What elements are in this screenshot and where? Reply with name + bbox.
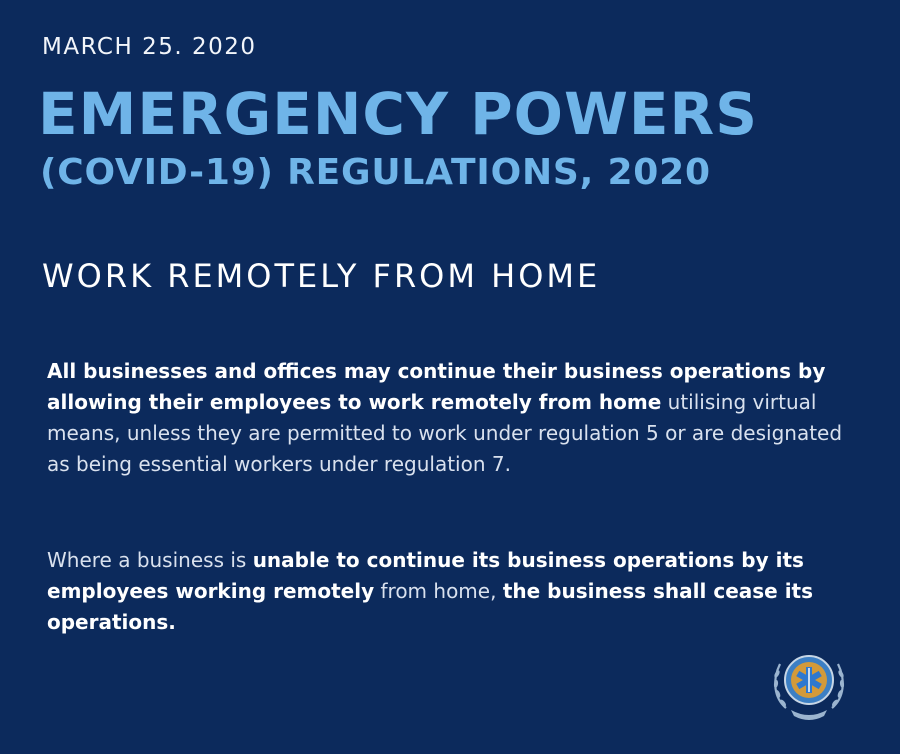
paragraph-2 (47, 545, 847, 638)
paragraph-2-part-1: Where a business is (47, 548, 253, 572)
title-line-2: (COVID-19) REGULATIONS, 2020 (40, 152, 711, 193)
ministry-seal-icon (766, 640, 852, 726)
paragraph-2-part-3: from home, (374, 579, 503, 603)
section-heading: WORK REMOTELY FROM HOME (42, 257, 601, 295)
date-label: MARCH 25. 2020 (42, 34, 257, 60)
paragraph-2-part-2: unable to continue its business operations by its employees working remotely (47, 548, 804, 603)
paragraph-2-part-4: the business shall cease its operations. (47, 579, 814, 634)
paragraph-1-regular: utilising virtual means, unless they are permitted to work under regulation 5 or are designated as being essential workers under regulation 7. (47, 390, 843, 476)
title-line-1: EMERGENCY POWERS (38, 80, 758, 148)
paragraph-1 (47, 356, 847, 480)
paragraph-1-bold: All businesses and offices may continue their business operations by allowing their employees to work remotely from home (47, 359, 826, 414)
